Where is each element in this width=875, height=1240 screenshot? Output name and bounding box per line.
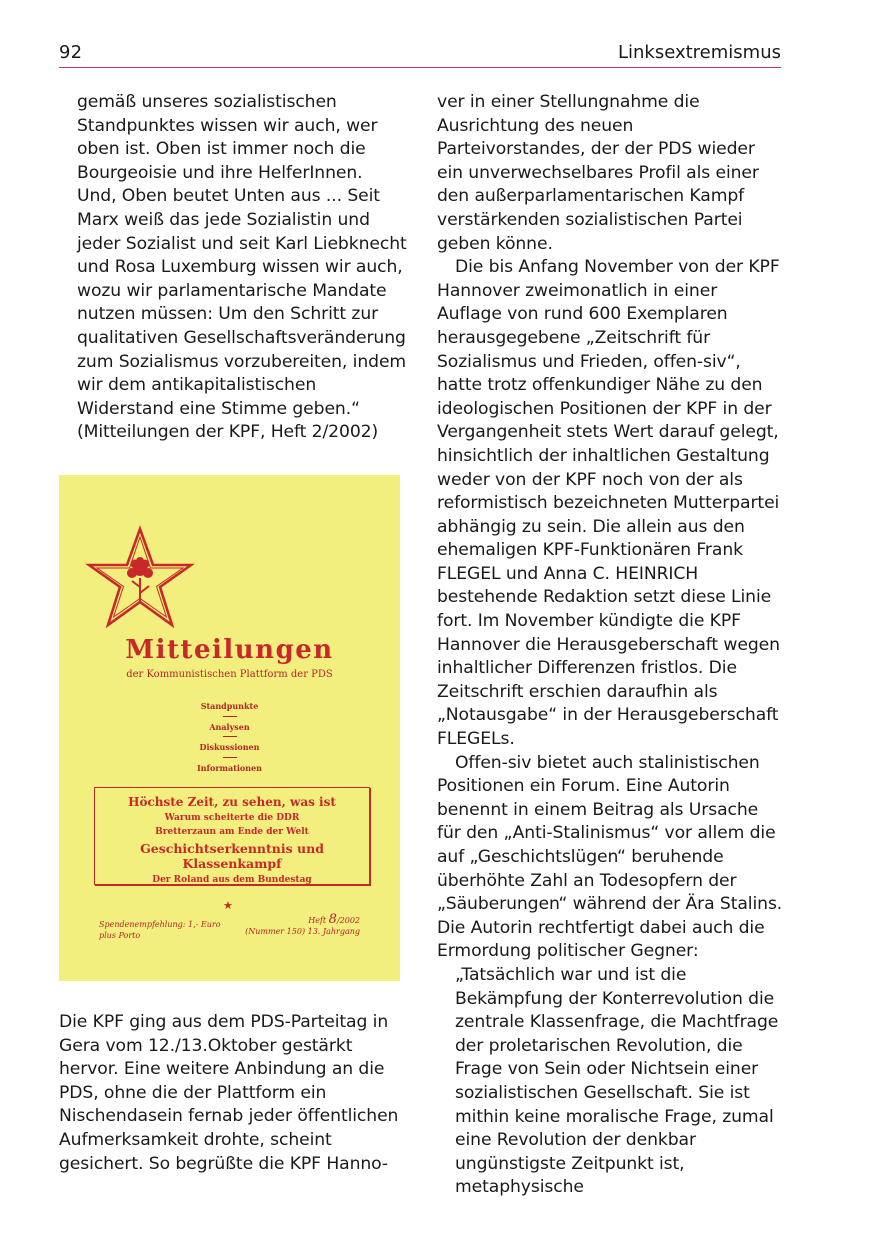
- header-rule: [59, 67, 781, 68]
- issue-line: (Nummer 150) 13. Jahrgang: [245, 927, 360, 936]
- left-quote-text: gemäß unseres sozialistischen Standpunktes wissen wir auch, wer oben ist. Oben ist immer noch die Bourgeoisie und ihre HelferInnen. Und, Oben beutet Unten aus ... Seit Marx weiß das jede Sozialistin und jeder Sozialist und seit Karl Liebknecht und Rosa Luxemburg wissen wir auch, wozu wir parlamentarische Mandate nutzen müssen: Um den Schritt zur qualitativen Gesellschaftsveränderung zum Sozialismus vorzubereiten, indem wir dem antikapitalistischen Widerstand eine Stimme geben.“ (Mitteilungen der KPF, Heft 2/2002): [77, 92, 407, 443]
- right-paragraph-1: ver in einer Stellungnahme die Ausrichtung des neuen Parteivorstandes, der der PDS wieder ein unverwechselbares Profil als einer den außerparlamentarischen Kampf verstärkenden sozialistischen Partei geben könne.: [437, 92, 759, 254]
- price-line: Spendenempfehlung: 1,- Euro: [99, 920, 221, 929]
- cover-price-note: [99, 919, 221, 941]
- right-block-quote: „Tatsächlich war und ist die Bekämpfung der Konterrevolution die zentrale Klassenfrage, die Machtfrage der proletarischen Revolution, die Frage von Sein oder Nichtsein einer sozialistischen Gesellschaft. Sie ist mithin keine moralische Frage, zumal eine Revolution der denkbar ungünstigste Zeitpunkt ist, metaphysische: [455, 964, 779, 1198]
- cover-topic: Standpunkte: [200, 701, 259, 711]
- left-bottom-text: Die KPF ging aus dem PDS-Parteitag in Gera vom 12./13.Oktober gestärkt hervor. Eine weitere Anbindung an die PDS, ohne die der Plattform ein Nischendasein fernab jeder öffentlichen Aufmerksamkeit drohte, scheint gesichert. So begrüßte die KPF Hanno-: [59, 1012, 399, 1174]
- cover-headline: Der Roland aus dem Bundestag: [152, 875, 312, 885]
- topic-divider: [223, 757, 237, 758]
- cover-topics: [59, 701, 400, 773]
- cover-topic: Analysen: [209, 721, 250, 732]
- cover-headline: Bretterzaun am Ende der Welt: [155, 827, 309, 837]
- page-header: [59, 42, 781, 68]
- price-line: plus Porto: [99, 931, 141, 940]
- heft-year: /2002: [336, 916, 360, 925]
- right-paragraph-3: Offen-siv bietet auch stalinistischen Positionen ein Forum. Eine Autorin benennt in einem Beitrag als Ursache für den „Anti-Stalinismus“ vor allem die auf „Geschichtslügen“ beruhende überhöhte Zahl an Todesopfern der „Säuberungen“ während der Ära Stalins. Die Autorin rechtfertigt dabei auch die Ermordung politischer Gegner:: [437, 752, 783, 962]
- section-title: Linksextremismus: [617, 42, 781, 63]
- left-bottom-block: [59, 1011, 404, 1176]
- cover-issue-info: [245, 914, 360, 937]
- cover-headline: Geschichtserkenntnis und Klassenkampf: [140, 841, 324, 871]
- cover-headline: Höchste Zeit, zu sehen, was ist: [128, 795, 336, 809]
- right-paragraph-2: Die bis Anfang November von der KPF Hannover zweimonatlich in einer Auflage von rund 600 Exemplaren herausgegebene „Zeitschrift für Sozialismus und Frieden, offen-siv“, hatte trotz offenkundiger Nähe zu den ideologischen Positionen der KPF in der Vergangenheit stets Wert darauf gelegt, hinsichtlich der inhaltlichen Gestaltung weder von der KPF noch von der als reformistisch bezeichneten Mutterpartei abhängig zu sein. Die allein aus den ehemaligen KPF-Funktionären Frank FLEGEL und Anna C. HEINRICH bestehende Redaktion setzt diese Linie fort. Im November kündigte die KPF Hannover die Herausgeberschaft wegen inhaltlicher Differenzen fristlos. Die Zeitschrift erschien daraufhin als „Notausgabe“ in der Herausgeberschaft FLEGELs.: [437, 257, 780, 750]
- cover-topic: Diskussionen: [199, 742, 260, 753]
- star-icon: ★: [223, 899, 233, 912]
- left-quote-block: [77, 91, 407, 445]
- magazine-cover-image: [59, 475, 400, 981]
- cover-topic: Informationen: [197, 762, 262, 773]
- heft-label: Heft: [308, 916, 327, 925]
- star-carnation-logo: [85, 523, 195, 633]
- cover-headline-box: [94, 787, 370, 885]
- cover-headline: Warum scheiterte die DDR: [164, 813, 300, 823]
- cover-subtitle: der Kommunistischen Plattform der PDS: [126, 669, 333, 680]
- page-number: 92: [59, 42, 83, 63]
- topic-divider: [223, 736, 237, 737]
- right-column: [437, 91, 785, 1200]
- topic-divider: [223, 716, 237, 717]
- heft-number: 8: [328, 912, 337, 927]
- cover-title: Mitteilungen: [125, 635, 334, 665]
